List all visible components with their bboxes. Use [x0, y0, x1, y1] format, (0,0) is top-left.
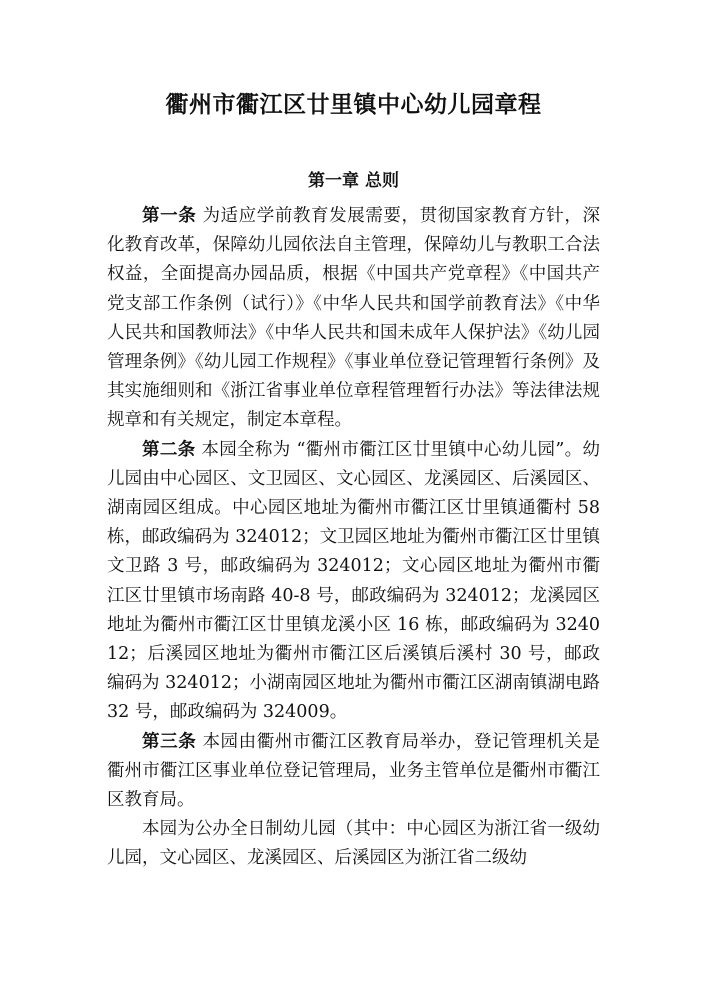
chapter-title: 第一章 总则	[308, 171, 399, 191]
article-2-text: 本园全称为 “衢州市衢江区廿里镇中心幼儿园”。幼儿园由中心园区、文卫园区、文心园区、龙溪园区、后溪园区、湖南园区组成。中心园区地址为衢州市衢江区廿里镇通衢村 58 栋，邮政编码为 324012；文卫园区地址为衢州市衢江区廿里镇文卫路 3 号，邮政编码为 324012；文心园区地址为衢州市衢江区廿里镇市场南路 40-8 号，邮政编码为 324012；龙溪园区地址为衢州市衢江区廿里镇龙溪小区 16 栋，邮政编码为 324012；后溪园区地址为衢州市衢江区后溪镇后溪村 30 号，邮政编码为 324012；小湖南园区地址为衢州市衢江区湖南镇湖电路 32 号，邮政编码为 324009。	[107, 439, 600, 723]
article-1	[107, 202, 600, 436]
article-3	[107, 728, 600, 816]
article-1-label: 第一条	[142, 206, 197, 226]
article-1-text: 为适应学前教育发展需要，贯彻国家教育方针，深化教育改革，保障幼儿园依法自主管理，保障幼儿与教职工合法权益，全面提高办园品质，根据《中国共产党章程》《中国共产党支部工作条例（试行）》《中华人民共和国学前教育法》《中华人民共和国教师法》《中华人民共和国未成年人保护法》《幼儿园管理条例》《幼儿园工作规程》《事业单位登记管理暂行条例》及其实施细则和《浙江省事业单位章程管理暂行办法》等法律法规规章和有关规定，制定本章程。	[107, 206, 601, 431]
article-3-label: 第三条	[142, 731, 197, 752]
document-body	[107, 202, 600, 874]
article-2	[107, 436, 600, 728]
paragraph-extra: 本园为公办全日制幼儿园（其中：中心园区为浙江省一级幼儿园，文心园区、龙溪园区、后溪园区为浙江省二级幼	[107, 819, 600, 869]
article-2-label: 第二条	[142, 439, 196, 460]
article-3-text: 本园由衢州市衢江区教育局举办，登记管理机关是衢州市衢江区事业单位登记管理局，业务主管单位是衢州市衢江区教育局。	[107, 731, 601, 811]
document-title: 衢州市衢江区廿里镇中心幼儿园章程	[165, 92, 542, 118]
